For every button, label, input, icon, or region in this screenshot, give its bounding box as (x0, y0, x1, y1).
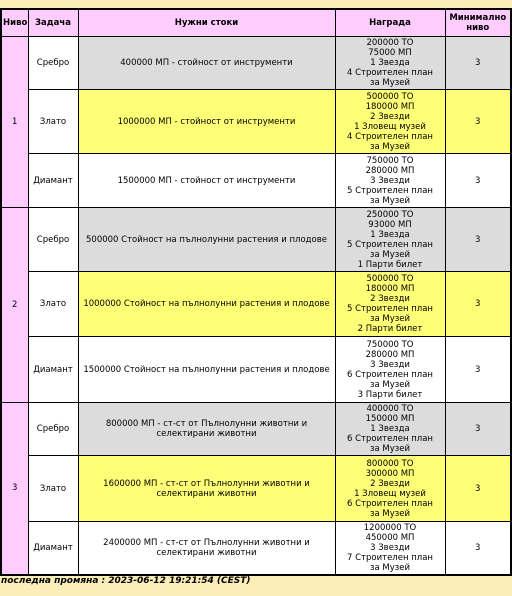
level-cell: 2 (1, 208, 28, 403)
required-goods-cell: 1000000 МП - стойност от инструменти (78, 90, 335, 154)
reward-line: за Музей (369, 78, 411, 88)
reward-line: за Музей (369, 195, 411, 206)
required-goods-cell: 1500000 МП - стойност от инструменти (78, 154, 335, 208)
reward-line: 3 Звезди (370, 359, 410, 370)
table-row (1, 403, 511, 456)
reward-line: за Музей (369, 562, 411, 573)
reward-line: за Музей (369, 314, 411, 324)
task-cell: Диамант (28, 337, 78, 403)
reward-line: 5 Строителен план (347, 185, 433, 196)
reward-line: за Музей (369, 379, 411, 390)
reward-line: за Музей (369, 249, 411, 260)
required-goods-cell: 400000 МП - стойност от инструменти (78, 37, 335, 90)
reward-line: 5 Строителен план (347, 239, 433, 250)
reward-line: 180000 МП (365, 284, 415, 294)
reward-line: 250000 ТО (366, 209, 414, 220)
reward-line: 6 Строителен план (347, 369, 433, 380)
reward-line: 300000 МП (365, 468, 415, 479)
required-goods-cell: 500000 Стойност на пълнолунни растения и плодове (78, 208, 335, 272)
min-level-cell: 3 (445, 90, 511, 154)
reward-line: 5 Строителен план (347, 304, 433, 314)
reward-cell (335, 272, 445, 337)
table-row (1, 208, 511, 272)
task-cell: Сребро (28, 37, 78, 90)
reward-line: 500000 ТО (366, 91, 414, 102)
header-required-goods: Нужни стоки (78, 9, 335, 37)
table-row (1, 90, 511, 154)
reward-line: 1 Звезда (370, 229, 410, 240)
task-cell: Диамант (28, 522, 78, 575)
min-level-cell: 3 (445, 522, 511, 575)
table-row (1, 272, 511, 337)
quest-table (0, 8, 512, 576)
task-cell: Сребро (28, 208, 78, 272)
reward-line: 1 Зловещ музей (354, 121, 426, 132)
task-cell: Сребро (28, 403, 78, 456)
reward-line: за Музей (369, 444, 411, 454)
level-cell: 1 (1, 37, 28, 208)
min-level-cell: 3 (445, 154, 511, 208)
reward-line: 500000 ТО (366, 274, 414, 284)
table-row (1, 337, 511, 403)
required-goods-cell: 800000 МП - ст-ст от Пълнолунни животни и селектирани животни (78, 403, 335, 456)
required-goods-cell: 1500000 Стойност на пълнолунни растения и плодове (78, 337, 335, 403)
reward-line: 2 Звезди (370, 294, 410, 304)
table-row (1, 154, 511, 208)
last-modified-note: последна промяна : 2023-06-12 19:21:54 (CEST) (1, 576, 251, 586)
reward-line: 1 Парти билет (357, 259, 423, 270)
min-level-cell: 3 (445, 272, 511, 337)
reward-line: 1 Звезда (370, 58, 410, 68)
table-row (1, 37, 511, 90)
reward-line: 280000 МП (365, 165, 415, 176)
reward-cell (335, 522, 445, 575)
required-goods-cell: 2400000 МП - ст-ст от Пълнолунни животни и селектирани животни (78, 522, 335, 575)
header-task: Задача (28, 9, 78, 37)
reward-line: 93000 МП (368, 219, 412, 230)
reward-line: 750000 ТО (366, 155, 414, 166)
min-level-cell: 3 (445, 208, 511, 272)
reward-line: 3 Звезди (370, 175, 410, 186)
reward-line: 4 Строителен план (347, 68, 433, 78)
reward-cell (335, 37, 445, 90)
reward-cell (335, 90, 445, 154)
table-row (1, 456, 511, 522)
task-cell: Злато (28, 90, 78, 154)
min-level-cell: 3 (445, 337, 511, 403)
reward-line: 400000 ТО (366, 404, 414, 414)
required-goods-cell: 1600000 МП - ст-ст от Пълнолунни животни и селектирани животни (78, 456, 335, 522)
table-row (1, 522, 511, 575)
reward-line: 280000 МП (365, 349, 415, 360)
reward-cell (335, 154, 445, 208)
min-level-cell: 3 (445, 403, 511, 456)
reward-line: 1 Звезда (370, 424, 410, 434)
reward-line: 1200000 ТО (363, 522, 417, 533)
reward-line: 150000 МП (365, 414, 415, 424)
min-level-cell: 3 (445, 456, 511, 522)
task-cell: Злато (28, 456, 78, 522)
reward-line: 180000 МП (365, 101, 415, 112)
required-goods-cell: 1000000 Стойност на пълнолунни растения и плодове (78, 272, 335, 337)
reward-line: за Музей (369, 508, 411, 519)
reward-cell (335, 403, 445, 456)
task-cell: Диамант (28, 154, 78, 208)
reward-line: 3 Звезди (370, 542, 410, 553)
reward-cell (335, 456, 445, 522)
reward-cell (335, 208, 445, 272)
header-level: Ниво (1, 9, 28, 37)
table-body (1, 37, 511, 575)
header-min-level: Минимално ниво (445, 9, 511, 37)
reward-line: 4 Строителен план (347, 131, 433, 142)
reward-line: 3 Парти билет (357, 389, 423, 400)
reward-line: 6 Строителен план (347, 498, 433, 509)
table-header-row (1, 9, 511, 37)
min-level-cell: 3 (445, 37, 511, 90)
reward-line: 200000 ТО (366, 38, 414, 48)
reward-line: 2 Звезди (370, 111, 410, 122)
header-reward: Награда (335, 9, 445, 37)
reward-line: 2 Парти билет (357, 324, 423, 334)
task-cell: Злато (28, 272, 78, 337)
level-cell: 3 (1, 403, 28, 575)
reward-line: 6 Строителен план (347, 434, 433, 444)
reward-line: 800000 ТО (366, 458, 414, 469)
reward-line: 750000 ТО (366, 339, 414, 350)
reward-line: 450000 МП (365, 532, 415, 543)
reward-line: 75000 МП (368, 48, 412, 58)
reward-cell (335, 337, 445, 403)
reward-line: 1 Зловещ музей (354, 488, 426, 499)
reward-line: 2 Звезди (370, 478, 410, 489)
reward-line: за Музей (369, 141, 411, 152)
reward-line: 7 Строителен план (347, 552, 433, 563)
